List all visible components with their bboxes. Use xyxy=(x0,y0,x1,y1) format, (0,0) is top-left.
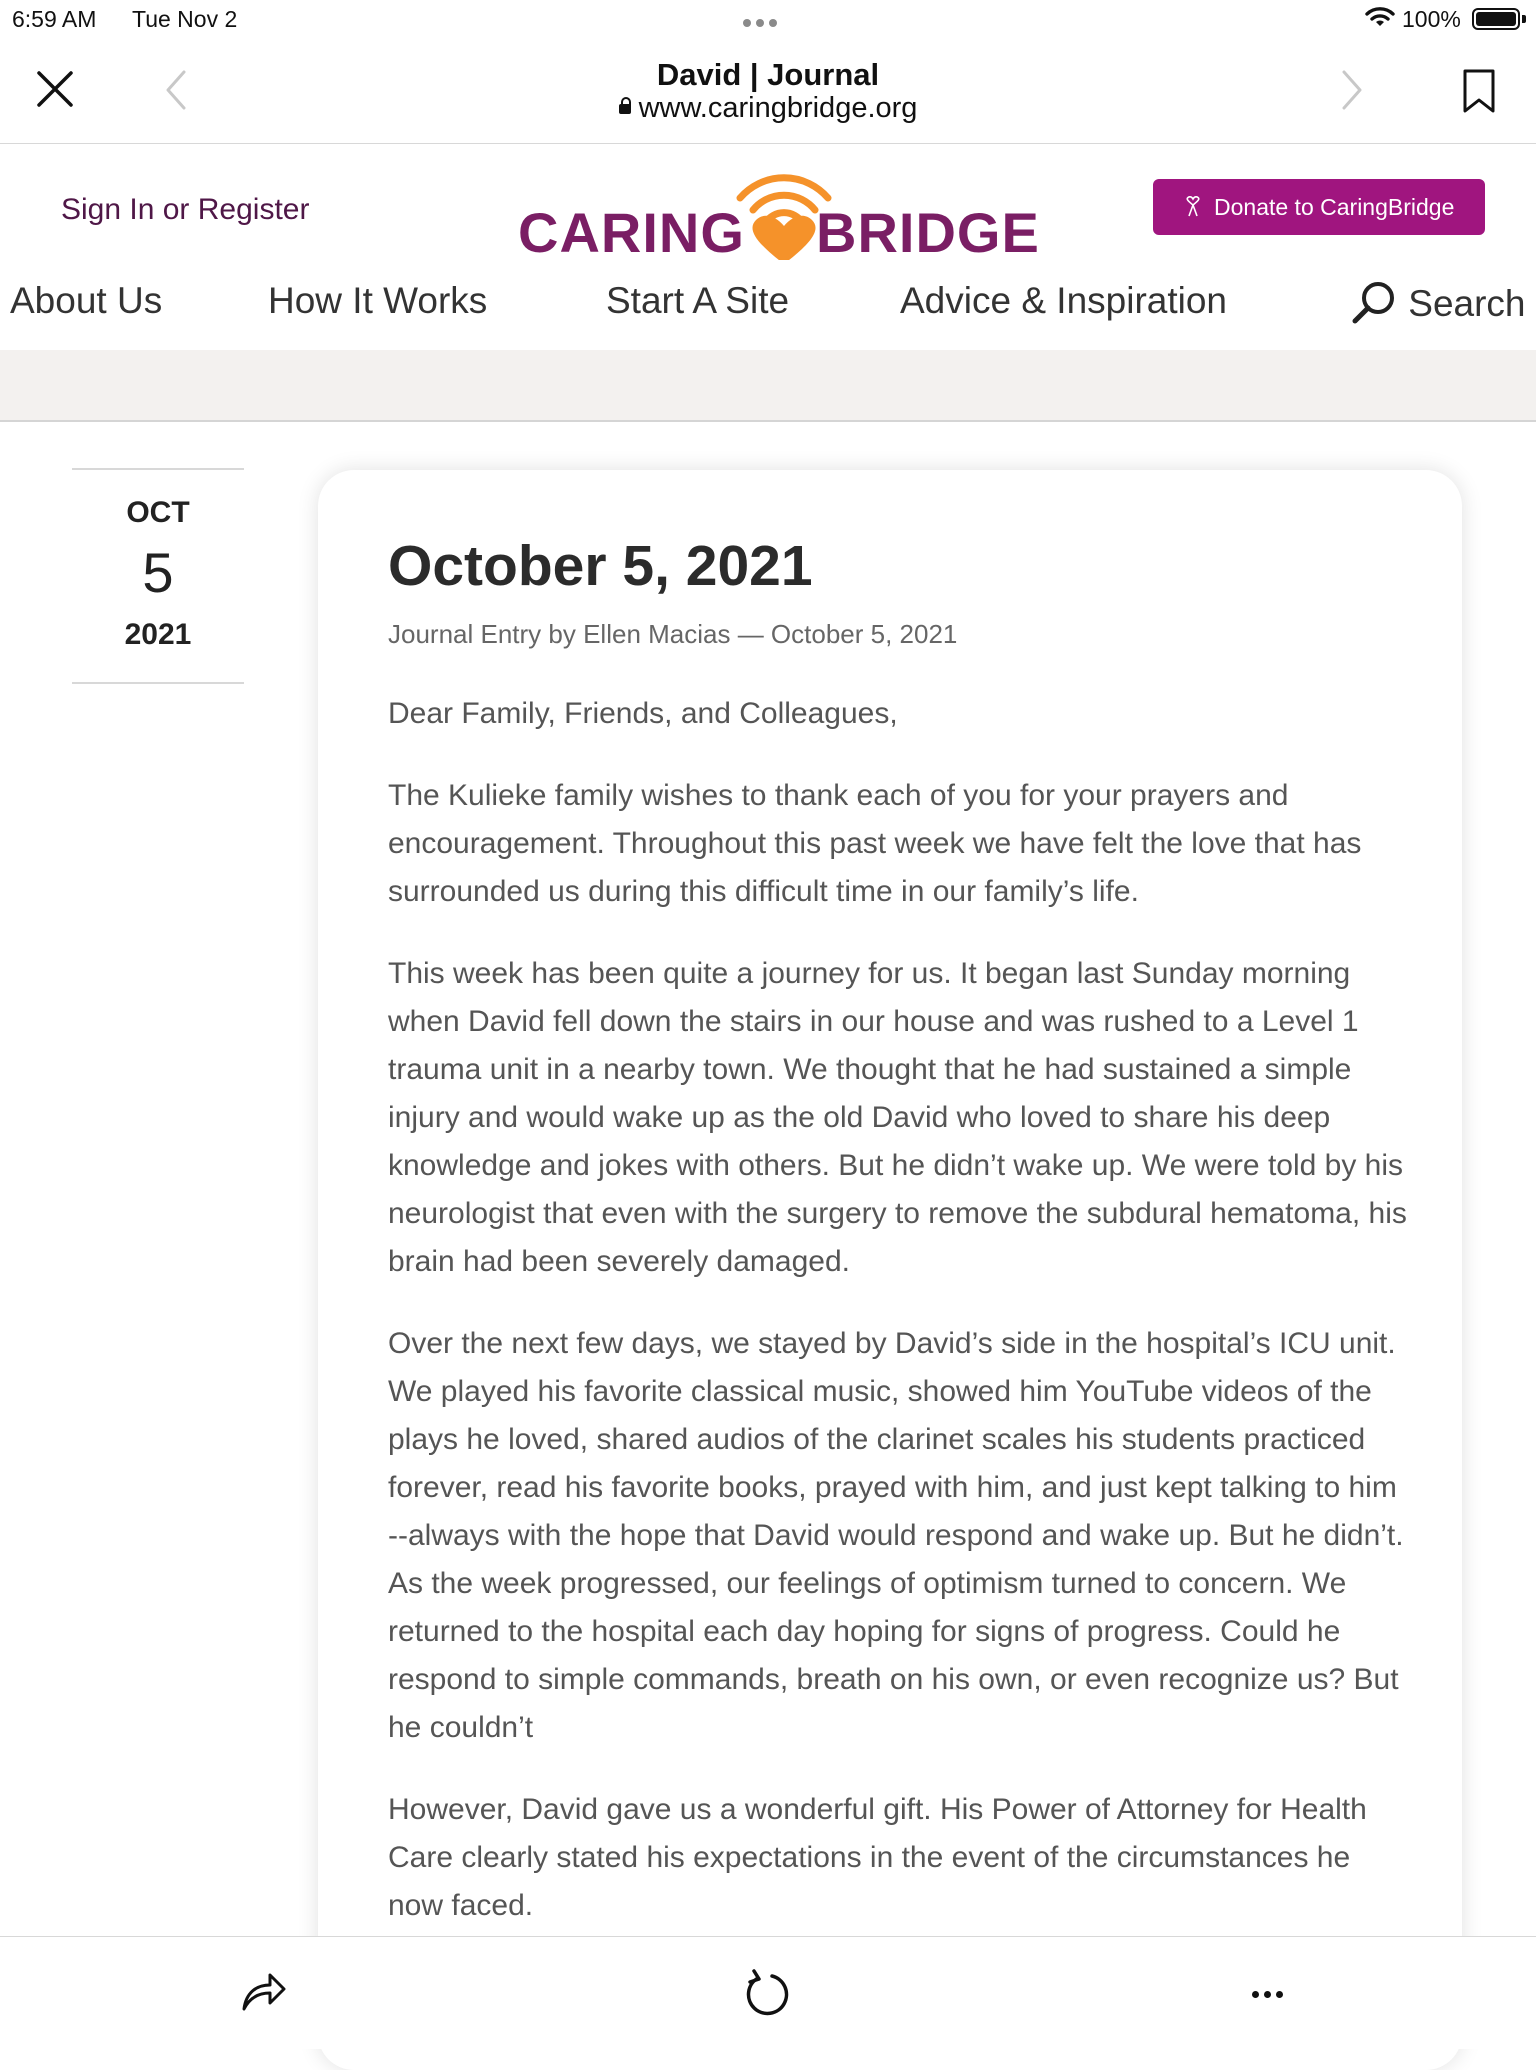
more-options-icon[interactable] xyxy=(1252,1985,1288,2003)
logo-text-caring: CARING xyxy=(518,201,745,260)
nav-about-us[interactable]: About Us xyxy=(10,280,163,321)
donate-button[interactable] xyxy=(1153,179,1485,235)
nav-start-a-site[interactable]: Start A Site xyxy=(606,280,790,321)
lock-icon xyxy=(619,104,631,114)
journal-entry-card xyxy=(318,470,1462,2070)
status-bar xyxy=(0,0,1536,40)
donate-label: Donate to CaringBridge xyxy=(1214,194,1455,220)
bookmark-icon[interactable] xyxy=(1462,68,1496,119)
header-band xyxy=(0,350,1536,422)
battery-percent: 100% xyxy=(1402,6,1461,32)
date-badge xyxy=(72,468,244,684)
multitasking-dots-icon[interactable] xyxy=(743,6,791,26)
nav-how-it-works[interactable]: How It Works xyxy=(268,280,488,321)
url-text: www.caringbridge.org xyxy=(638,92,918,124)
date-day: 5 xyxy=(142,541,174,604)
entry-title: October 5, 2021 xyxy=(388,534,813,598)
page-title: David | Journal xyxy=(656,57,880,92)
date-month: OCT xyxy=(126,496,190,529)
browser-bar xyxy=(0,40,1536,144)
main-nav xyxy=(0,270,1536,340)
battery-tip xyxy=(1522,15,1526,23)
entry-paragraph: However, David gave us a wonderful gift. His Power of Attorney for Health Care clearly stated his expectations in the event of the circumstances he now faced. xyxy=(388,1793,1367,1922)
bottom-toolbar xyxy=(0,1936,1536,2049)
search-label: Search xyxy=(1408,283,1526,324)
status-time: 6:59 AM xyxy=(12,6,97,32)
search-icon xyxy=(1350,283,1408,324)
share-icon[interactable] xyxy=(240,1969,288,2018)
nav-advice-inspiration[interactable]: Advice & Inspiration xyxy=(900,280,1228,321)
nav-search[interactable] xyxy=(1350,280,1526,325)
entry-paragraph: The Kulieke family wishes to thank each of you for your prayers and encouragement. Throughout this past week we have felt the love that has surrounded us during this difficult time in our family’s life. xyxy=(388,779,1362,908)
logo-text-bridge: BRIDGE xyxy=(816,201,1038,260)
status-date: Tue Nov 2 xyxy=(132,6,238,32)
date-year: 2021 xyxy=(124,618,192,651)
wifi-icon xyxy=(1365,5,1395,35)
heart-ribbon-icon xyxy=(1184,194,1214,220)
forward-arrow-icon[interactable] xyxy=(1340,70,1364,115)
entry-byline: Journal Entry by Ellen Macias — October 5, 2021 xyxy=(388,619,958,649)
reload-icon[interactable] xyxy=(742,1969,792,2024)
battery-icon xyxy=(1472,8,1520,30)
entry-paragraph: Dear Family, Friends, and Colleagues, xyxy=(388,697,898,730)
sign-in-link[interactable]: Sign In or Register xyxy=(61,193,310,226)
caringbridge-logo[interactable] xyxy=(518,160,1038,260)
url-bar[interactable] xyxy=(0,92,1536,125)
entry-paragraph: This week has been quite a journey for us. It began last Sunday morning when David fell down the stairs in our house and was rushed to a Level 1 trauma unit in a nearby town. We thought that he had sustained a simple injury and would wake up as the old David who loved to share his deep knowledge and jokes with others. But he didn’t wake up. We were told by his neurologist that even with the surgery to remove the subdural hematoma, his brain had been severely damaged. xyxy=(388,957,1407,1278)
entry-paragraph: Over the next few days, we stayed by David’s side in the hospital’s ICU unit. We played his favorite classical music, showed him YouTube videos of the plays he loved, shared audios of the clarinet scales his students practiced forever, read his favorite books, prayed with him, and just kept talking to him --always with the hope that David would respond and wake up. But he didn’t. As the week progressed, our feelings of optimism turned to concern. We returned to the hospital each day hoping for signs of progress. Could he respond to simple commands, breath on his own, or even recognize us? But he couldn’t xyxy=(388,1327,1404,1744)
